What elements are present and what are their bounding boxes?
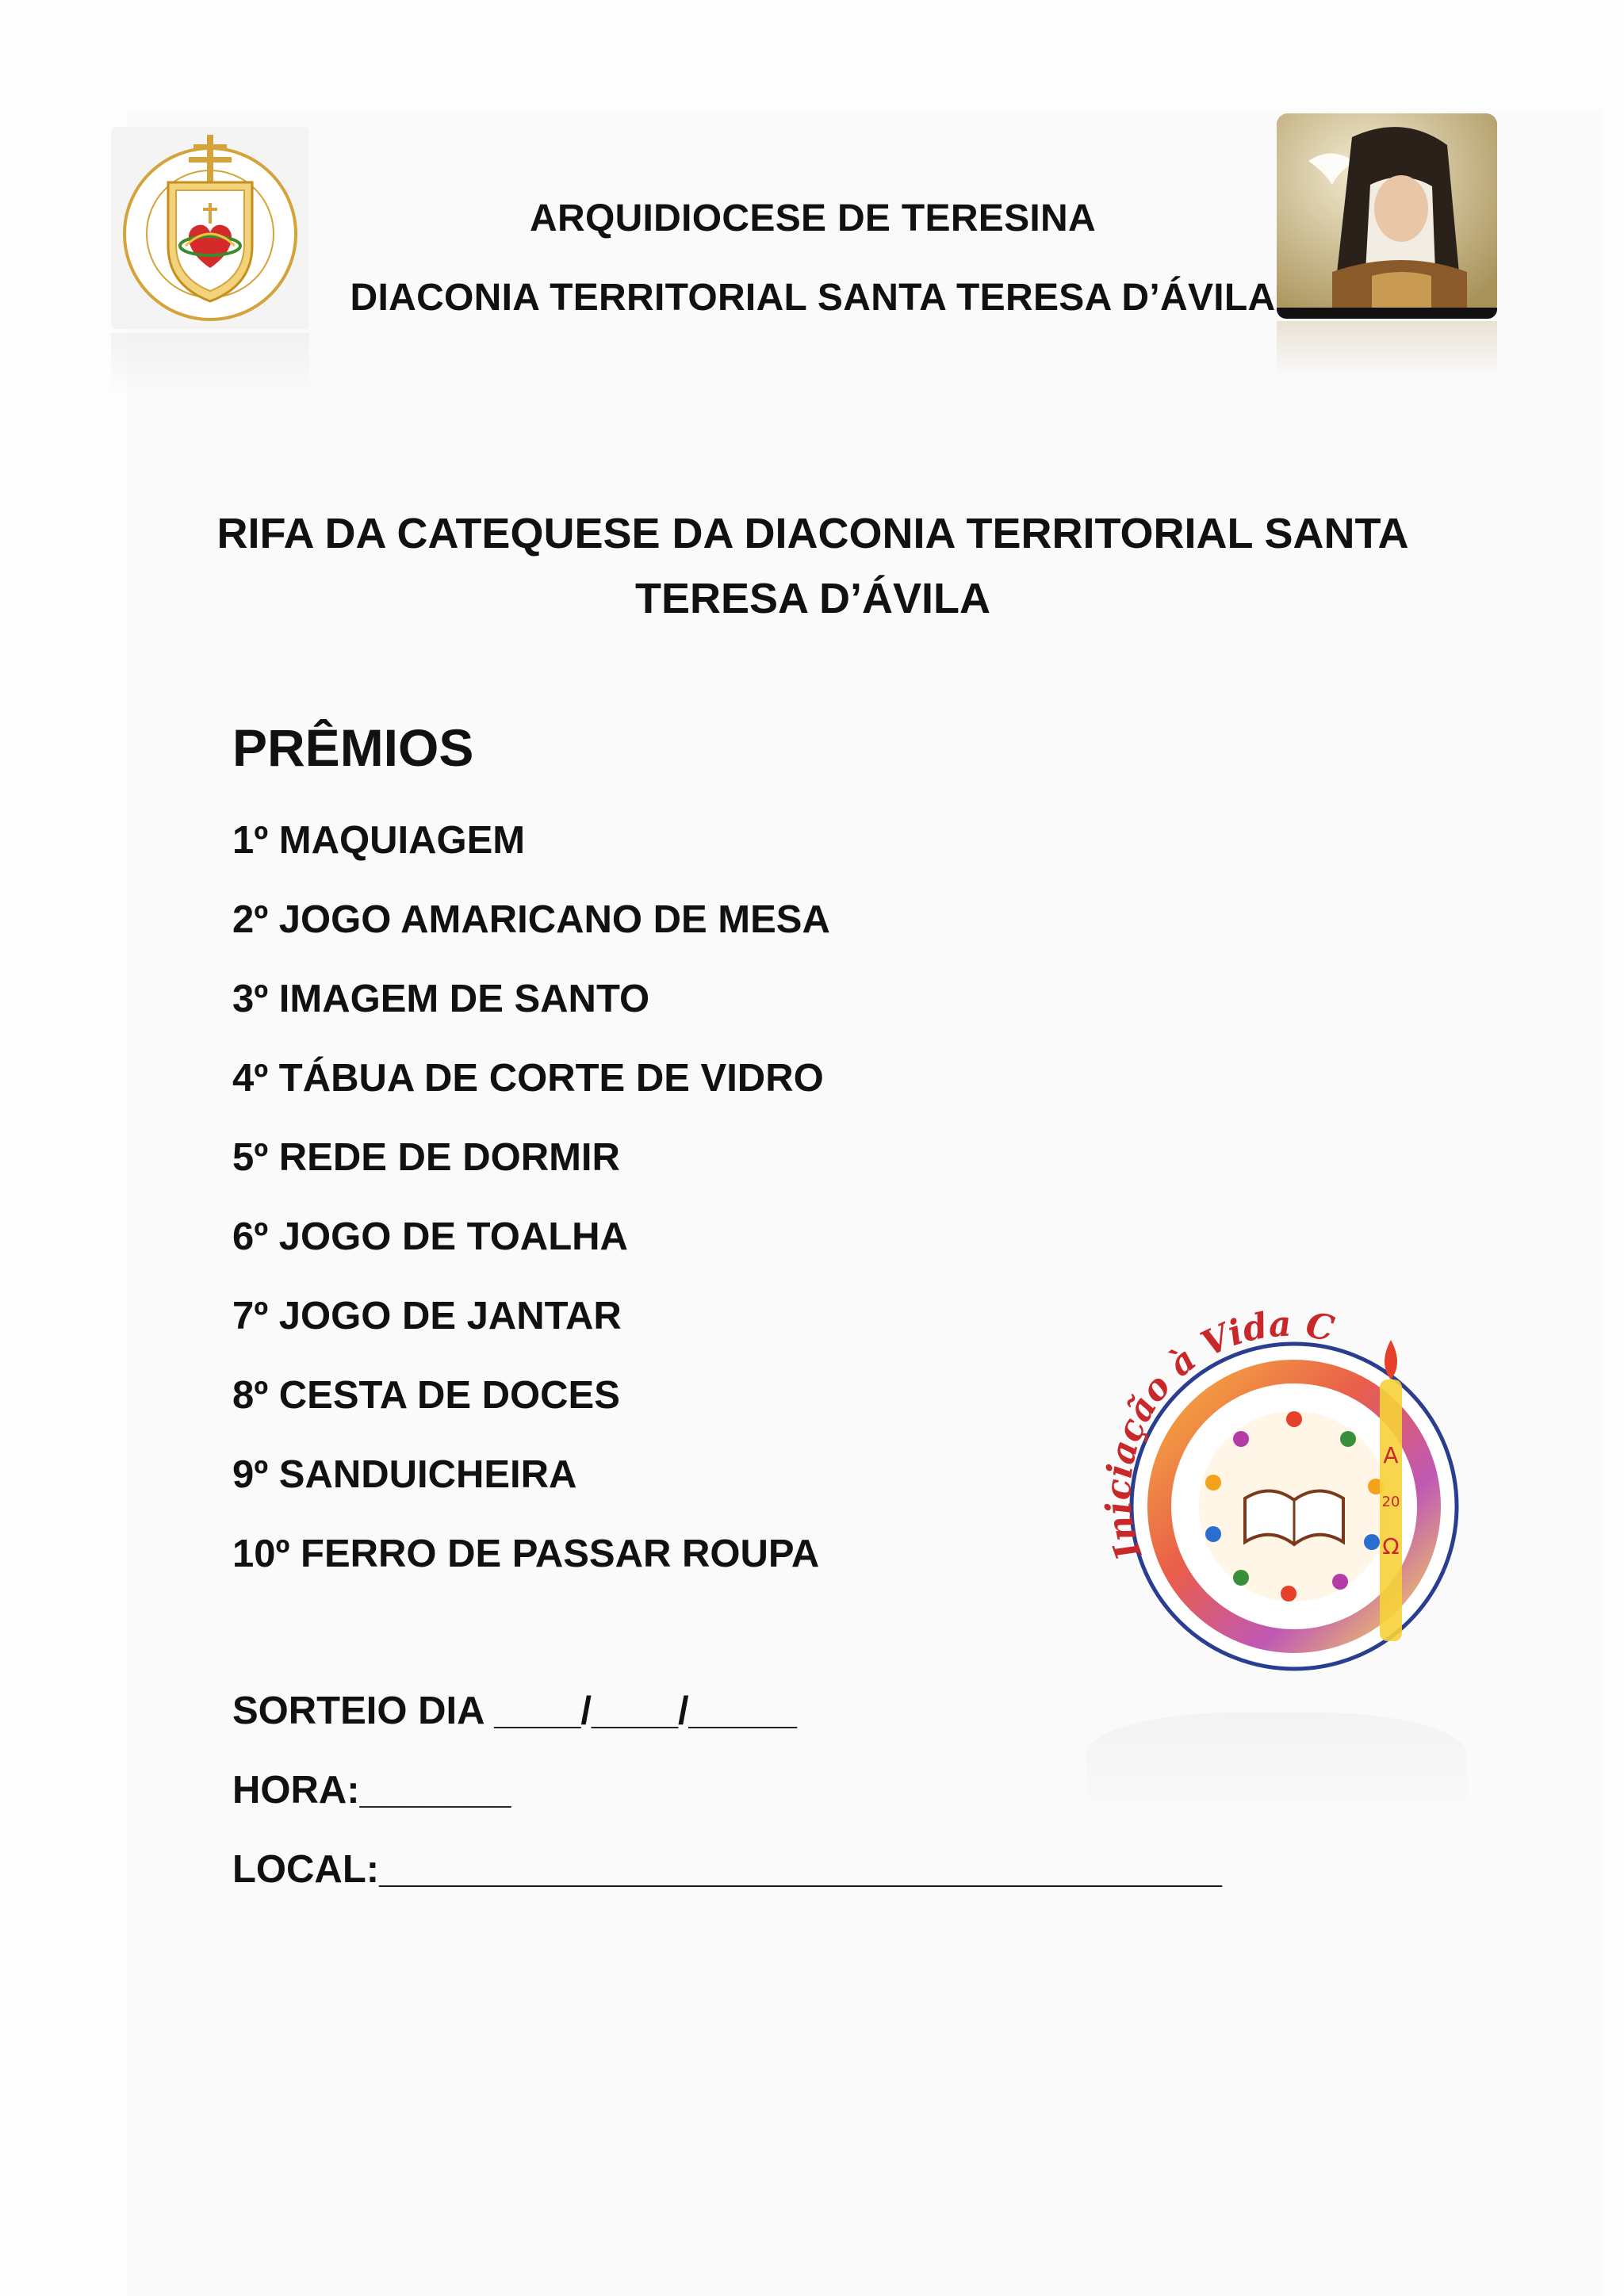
draw-time: HORA:_______ [232,1769,511,1812]
omega-glyph: Ω [1382,1533,1400,1559]
raffle-title-line-2: TERESA D’ÁVILA [634,575,991,622]
raffle-title-line-1: RIFA DA CATEQUESE DA DIACONIA TERRITORIAL SANTA [216,510,1409,557]
prize-item: 5º REDE DE DORMIR [232,1136,620,1179]
prizes-heading: PRÊMIOS [232,718,474,777]
prize-item: 6º JOGO DE TOALHA [232,1215,628,1258]
draw-place: LOCAL:_______________________________________ [232,1848,1222,1891]
prize-item: 3º IMAGEM DE SANTO [232,978,650,1020]
prize-item: 8º CESTA DE DOCES [232,1374,620,1417]
portrait-frame-bar [1277,308,1497,319]
emblem-reflection [1086,1712,1467,1816]
saint-portrait-icon [1277,113,1497,316]
archdiocese-seal [111,127,309,329]
prize-item: 10º FERRO DE PASSAR ROUPA [232,1533,820,1575]
prize-item: 9º SANDUICHEIRA [232,1453,577,1496]
prize-item: 2º JOGO AMARICANO DE MESA [232,898,830,941]
raffle-title [198,501,1427,631]
saint-teresa-portrait [1277,113,1497,316]
portrait-reflection [1277,321,1497,377]
prize-list [232,817,830,1609]
year-glyph: 20 [1381,1494,1400,1510]
prize-item: 4º TÁBUA DE CORTE DE VIDRO [232,1057,824,1100]
seal-reflection [111,333,309,396]
christian-initiation-emblem [1086,1292,1467,1705]
archdiocese-seal-icon [111,127,309,329]
emblem-caption-path: Iniciação à Vida C [1098,1303,1338,1565]
archdiocese-name: ARQUIDIOCESE DE TERESINA [530,197,1096,239]
prize-item: 7º JOGO DE JANTAR [232,1295,622,1337]
draw-date: SORTEIO DIA ____/____/_____ [232,1689,797,1732]
alpha-glyph: Α [1383,1442,1399,1468]
prize-item: 1º MAQUIAGEM [232,819,526,862]
diaconia-name: DIACONIA TERRITORIAL SANTA TERESA D’ÁVILA [350,277,1276,319]
christian-initiation-logo-icon [1086,1292,1467,1705]
